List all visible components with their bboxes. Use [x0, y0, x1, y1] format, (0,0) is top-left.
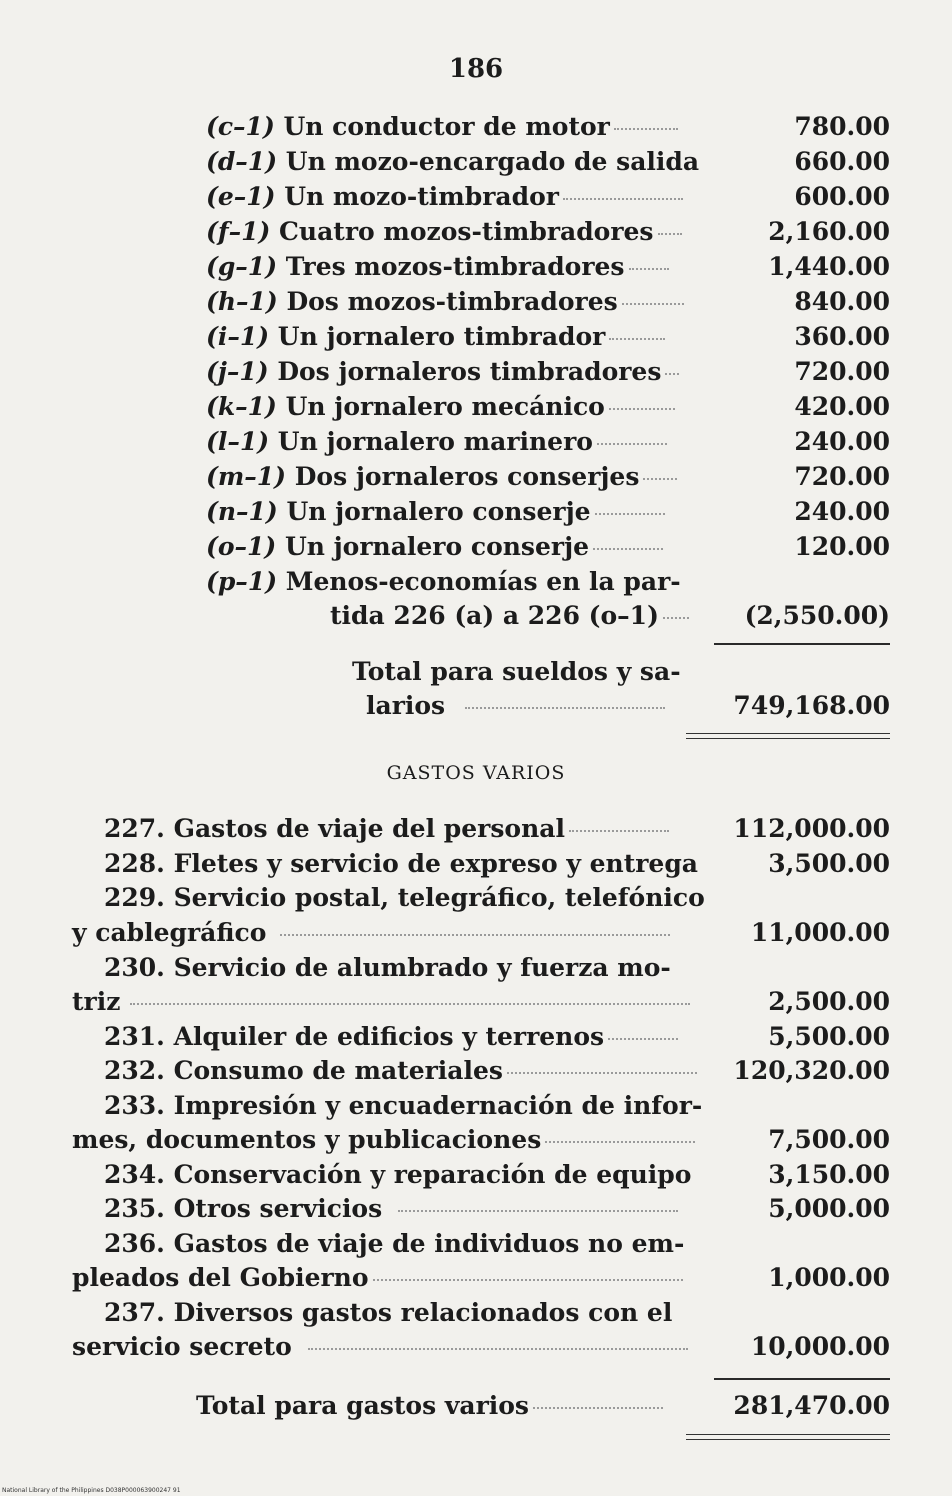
list-item [206, 530, 663, 564]
item-text: 235. Otros servicios [104, 1194, 383, 1223]
list-item [206, 460, 677, 494]
item-text: triz [72, 987, 121, 1016]
leader-dots [643, 478, 677, 480]
list-item-continuation [72, 916, 670, 950]
list-item [206, 495, 665, 529]
list-item [206, 145, 699, 179]
list-item [206, 320, 665, 354]
item-key: (k–1) [206, 392, 277, 421]
item-text: Dos jornaleros timbradores [277, 357, 662, 386]
list-item [206, 180, 683, 214]
item-amount: 10,000.00 [750, 1332, 890, 1361]
double-rule [686, 1434, 890, 1440]
item-amount: 7,500.00 [768, 1125, 890, 1154]
item-text: y cablegráfico [72, 918, 267, 947]
list-item [206, 285, 684, 319]
item-text: 230. Servicio de alumbrado y fuerza mo- [104, 953, 671, 982]
salary-total-amount: 749,168.00 [733, 691, 890, 720]
item-text: servicio secreto [72, 1332, 292, 1361]
list-item-continuation [72, 1261, 683, 1295]
item-text: 227. Gastos de viaje del personal [104, 814, 565, 843]
leader-dots [563, 198, 683, 200]
item-amount: 660.00 [794, 147, 890, 176]
item-key: (j–1) [206, 357, 269, 386]
item-text: 232. Consumo de materiales [104, 1056, 503, 1085]
item-text: pleados del Gobierno [72, 1263, 369, 1292]
item-text: Menos-economías en la par- [285, 567, 681, 596]
item-key: (o–1) [206, 532, 277, 561]
item-text: Un conductor de motor [283, 112, 610, 141]
item-amount: 1,440.00 [768, 252, 890, 281]
item-text: Un jornalero conserje [286, 497, 591, 526]
leader-dots [593, 548, 663, 550]
item-key: (f–1) [206, 217, 271, 246]
item-amount: 240.00 [794, 427, 890, 456]
list-item [206, 425, 667, 459]
item-amount: 2,500.00 [768, 987, 890, 1016]
deduction-line-1 [206, 565, 681, 599]
item-text: Un mozo-encargado de salida [285, 147, 700, 176]
leader-dots [545, 1141, 695, 1143]
item-amount: 3,500.00 [768, 849, 890, 878]
item-text: Un jornalero mecánico [285, 392, 605, 421]
list-item [104, 1054, 697, 1088]
leader-dots [609, 338, 665, 340]
leader-dots [614, 128, 678, 130]
item-amount: 5,500.00 [768, 1022, 890, 1051]
item-amount: 112,000.00 [733, 814, 890, 843]
item-amount: 780.00 [794, 112, 890, 141]
list-item [104, 1192, 678, 1226]
salary-total-line-2 [366, 689, 665, 723]
item-key: (c–1) [206, 112, 275, 141]
list-item-continuation [72, 1330, 688, 1364]
list-item [104, 1020, 678, 1054]
list-item [104, 1227, 684, 1261]
item-amount: 240.00 [794, 497, 890, 526]
subtotal-rule [714, 643, 890, 645]
item-text: Cuatro mozos-timbradores [279, 217, 654, 246]
item-text: 231. Alquiler de edificios y terrenos [104, 1022, 605, 1051]
salary-total-line-1: Total para sueldos y sa- [352, 657, 681, 686]
leader-dots [622, 303, 684, 305]
item-key: (i–1) [206, 322, 270, 351]
list-item [206, 250, 669, 284]
expense-total-line [196, 1389, 663, 1423]
leader-dots [629, 268, 669, 270]
list-item [104, 951, 671, 985]
item-text: Dos jornaleros conserjes [294, 462, 640, 491]
item-text: 229. Servicio postal, telegráfico, telefónico [104, 883, 705, 912]
leader-dots [665, 373, 679, 375]
section-heading: GASTOS VARIOS [386, 762, 566, 784]
expense-total-amount: 281,470.00 [733, 1391, 890, 1420]
list-item [206, 215, 682, 249]
item-amount: 3,150.00 [768, 1160, 890, 1189]
leader-dots [507, 1072, 697, 1074]
list-item-continuation [72, 1123, 695, 1157]
leader-dots [597, 443, 667, 445]
item-amount: 1,000.00 [768, 1263, 890, 1292]
item-text: tida 226 (a) a 226 (o–1) [330, 601, 659, 630]
leader-dots [663, 617, 689, 619]
item-text: 236. Gastos de viaje de individuos no em- [104, 1229, 685, 1258]
subtotal-rule [714, 1378, 890, 1380]
item-key: (g–1) [206, 252, 278, 281]
item-key: (m–1) [206, 462, 287, 491]
item-amount: 600.00 [794, 182, 890, 211]
item-amount: 720.00 [794, 462, 890, 491]
leader-dots [465, 707, 665, 709]
item-amount: 840.00 [794, 287, 890, 316]
page-number: 186 [448, 54, 504, 84]
leader-dots [609, 408, 675, 410]
item-key: (p–1) [206, 567, 278, 596]
item-key: (e–1) [206, 182, 276, 211]
leader-dots [595, 513, 665, 515]
list-item [104, 1089, 702, 1123]
item-amount: 120.00 [794, 532, 890, 561]
item-amount: 360.00 [794, 322, 890, 351]
item-text: 228. Fletes y servicio de expreso y entrega [104, 849, 699, 878]
item-amount: 120,320.00 [733, 1056, 890, 1085]
item-text: Tres mozos-timbradores [285, 252, 625, 281]
item-key: (l–1) [206, 427, 270, 456]
list-item [104, 812, 669, 846]
list-item [104, 847, 698, 881]
item-text: Un jornalero marinero [277, 427, 593, 456]
item-text: Un jornalero conserje [284, 532, 590, 561]
item-amount: 2,160.00 [768, 217, 890, 246]
item-key: (h–1) [206, 287, 278, 316]
leader-dots [130, 1003, 690, 1005]
leader-dots [308, 1348, 688, 1350]
list-item [206, 355, 679, 389]
item-key: (n–1) [206, 497, 278, 526]
item-text: 234. Conservación y reparación de equipo [104, 1160, 692, 1189]
item-amount: 720.00 [794, 357, 890, 386]
leader-dots [658, 233, 682, 235]
list-item [206, 390, 675, 424]
item-amount: 5,000.00 [768, 1194, 890, 1223]
leader-dots [533, 1407, 663, 1409]
item-text: mes, documentos y publicaciones [72, 1125, 542, 1154]
item-text: 233. Impresión y encuadernación de infor- [104, 1091, 703, 1120]
list-item [104, 1158, 691, 1192]
total-label: Total para gastos varios [196, 1391, 530, 1420]
list-item [104, 1296, 672, 1330]
leader-dots [569, 830, 669, 832]
item-text: Un mozo-timbrador [284, 182, 559, 211]
leader-dots [608, 1038, 678, 1040]
list-item-continuation [72, 985, 690, 1019]
item-key: (d–1) [206, 147, 278, 176]
leader-dots [398, 1210, 678, 1212]
deduction-amount: (2,550.00) [744, 601, 890, 630]
leader-dots [280, 934, 670, 936]
item-text: Dos mozos-timbradores [286, 287, 618, 316]
leader-dots [373, 1279, 683, 1281]
item-text: Un jornalero timbrador [277, 322, 606, 351]
total-label: larios [366, 691, 446, 720]
item-text: 237. Diversos gastos relacionados con el [104, 1298, 673, 1327]
list-item [206, 110, 678, 144]
item-amount: 420.00 [794, 392, 890, 421]
double-rule [686, 733, 890, 739]
deduction-line-2 [330, 599, 689, 633]
scan-footer: National Library of the Philippines D038P000063900247 91 [2, 1487, 181, 1494]
list-item [104, 881, 705, 915]
item-amount: 11,000.00 [750, 918, 890, 947]
